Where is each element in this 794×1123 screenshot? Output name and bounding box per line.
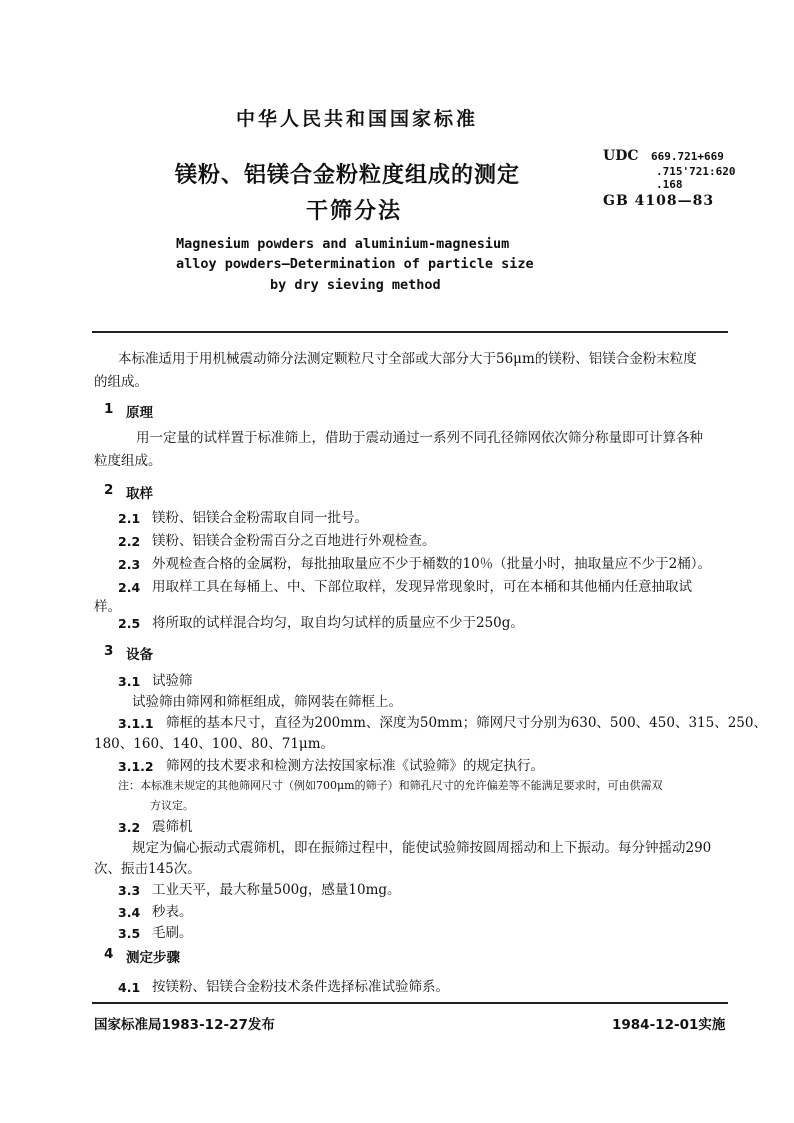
- note-line-1: 注：本标准未规定的其他筛网尺寸（例如700μm的筛子）和筛孔尺寸的允许偏差等不能满足要求时，可由供需双: [118, 779, 663, 792]
- clause-3-5-number: 3.5: [118, 926, 141, 941]
- clause-3-2-title: 震筛机: [152, 819, 193, 835]
- clause-3-2-number: 3.2: [118, 820, 141, 835]
- udc-code-line-3: .168: [656, 178, 683, 191]
- clause-2-3-text: 外观检查合格的金属粉，每批抽取量应不少于桶数的10％（批量小时，抽取量应不少于2桶）。: [152, 556, 712, 572]
- clause-4-1-text: 按镁粉、铝镁合金粉技术条件选择标准试验筛系。: [152, 979, 449, 995]
- clause-3-1-1-number: 3.1.1: [118, 716, 154, 731]
- section-4-number: 4: [104, 946, 114, 962]
- udc-code-line-1: 669.721+669: [651, 150, 724, 163]
- clause-2-2-text: 镁粉、铝镁合金粉需百分之百地进行外观检查。: [152, 533, 436, 549]
- section-3-title: 设备: [126, 647, 153, 663]
- clause-2-5-text: 将所取的试样混合均匀，取自均匀试样的质量应不少于250g。: [152, 615, 524, 631]
- intro-line-1: 本标准适用于用机械震动筛分法测定颗粒尺寸全部或大部分大于56μm的镁粉、铝镁合金粉末粒度: [118, 351, 697, 367]
- issuing-authority: 中华人民共和国国家标准: [236, 108, 479, 130]
- clause-2-2-number: 2.2: [118, 534, 141, 549]
- section-2-title: 取样: [126, 486, 153, 502]
- clause-2-5-number: 2.5: [118, 616, 141, 631]
- clause-3-3-number: 3.3: [118, 883, 141, 898]
- standard-number: GB 4108—83: [603, 193, 715, 209]
- section-1-text-line-1: 用一定量的试样置于标准筛上，借助于震动通过一系列不同孔径筛网依次筛分称量即可计算各种: [136, 430, 703, 446]
- section-2-number: 2: [104, 482, 114, 498]
- clause-3-1-title: 试验筛: [152, 673, 193, 689]
- clause-3-4-text: 秒表。: [152, 904, 193, 920]
- section-3-number: 3: [104, 643, 114, 659]
- title-english-line-3: by dry sieving method: [270, 277, 441, 293]
- clause-4-1-number: 4.1: [118, 980, 141, 995]
- title-chinese-line-1: 镁粉、铝镁合金粉粒度组成的测定: [175, 162, 521, 188]
- clause-2-4-text-cont: 样。: [94, 599, 121, 615]
- note-line-2: 方议定。: [150, 799, 194, 812]
- title-english-line-2: alloy powders—Determination of particle size: [176, 256, 534, 272]
- udc-label: UDC: [603, 148, 639, 164]
- intro-line-2: 的组成。: [94, 374, 148, 390]
- clause-3-1-desc: 试验筛由筛网和筛框组成，筛网装在筛框上。: [132, 694, 402, 710]
- clause-2-1-text: 镁粉、铝镁合金粉需取自同一批号。: [152, 510, 368, 526]
- clause-3-4-number: 3.4: [118, 905, 141, 920]
- clause-3-1-number: 3.1: [118, 674, 141, 689]
- implementation-date: 1984-12-01实施: [612, 1017, 726, 1033]
- bottom-divider: [92, 1002, 728, 1004]
- section-1-title: 原理: [126, 405, 153, 421]
- clause-2-1-number: 2.1: [118, 511, 141, 526]
- clause-3-1-1-text: 筛框的基本尺寸，直径为200mm、深度为50mm；筛网尺寸分别为630、500、450、315、250、: [166, 715, 767, 731]
- udc-code-line-2: .715'721:620: [656, 165, 736, 178]
- clause-3-2-desc-line-2: 次、振击145次。: [94, 861, 201, 877]
- issue-date: 国家标准局1983-12-27发布: [94, 1017, 275, 1033]
- clause-3-1-2-text: 筛网的技术要求和检测方法按国家标准《试验筛》的规定执行。: [166, 758, 544, 774]
- title-chinese-line-2: 干筛分法: [306, 198, 403, 224]
- clause-3-1-1-text-cont: 180、160、140、100、80、71μm。: [94, 736, 335, 752]
- clause-3-2-desc-line-1: 规定为偏心振动式震筛机，即在振筛过程中，能使试验筛按圆周摇动和上下振动。每分钟摇动290: [132, 840, 712, 856]
- top-divider: [92, 331, 728, 333]
- clause-2-4-text: 用取样工具在每桶上、中、下部位取样，发现异常现象时，可在本桶和其他桶内任意抽取试: [152, 579, 692, 595]
- clause-2-3-number: 2.3: [118, 557, 141, 572]
- clause-3-3-text: 工业天平，最大称量500g，感量10mg。: [152, 882, 401, 898]
- section-1-text-line-2: 粒度组成。: [94, 453, 162, 469]
- clause-2-4-number: 2.4: [118, 580, 141, 595]
- title-english-line-1: Magnesium powders and aluminium-magnesium: [176, 236, 510, 252]
- section-4-title: 测定步骤: [126, 950, 180, 966]
- clause-3-5-text: 毛刷。: [152, 925, 193, 941]
- clause-3-1-2-number: 3.1.2: [118, 759, 154, 774]
- section-1-number: 1: [104, 401, 114, 417]
